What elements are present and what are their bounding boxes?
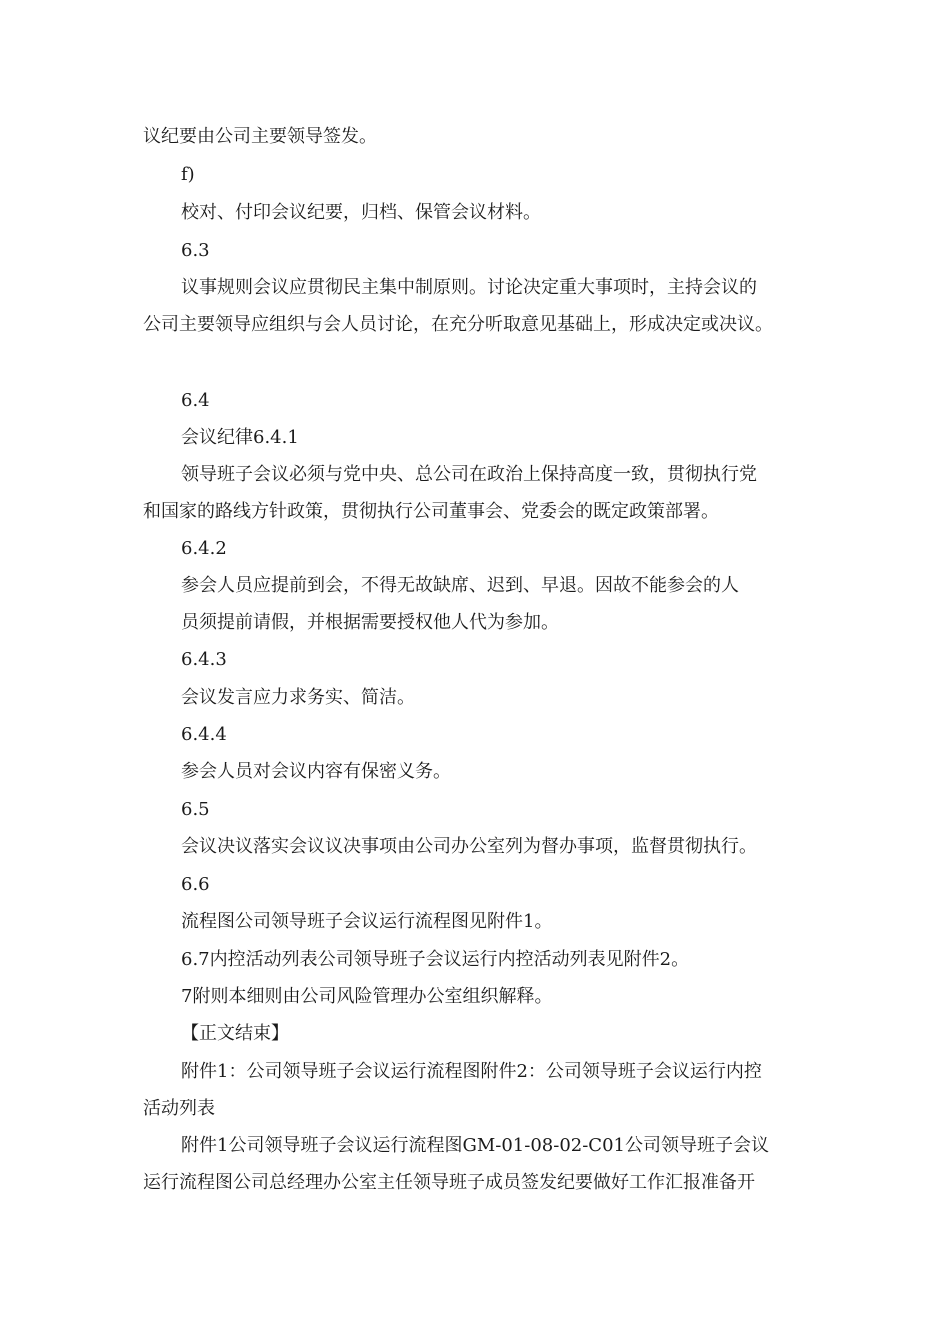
section-number: 6.4.2 xyxy=(181,538,227,559)
text-line: 公司主要领导应组织与会人员讨论，在充分听取意见基础上，形成决定或决议。 xyxy=(143,314,773,335)
section-number: 6.5 xyxy=(181,799,210,820)
list-marker-f: f) xyxy=(181,164,195,185)
text-line: 会议决议落实会议议决事项由公司办公室列为督办事项，监督贯彻执行。 xyxy=(181,836,757,857)
text-line: 参会人员对会议内容有保密义务。 xyxy=(181,761,451,782)
section-number: 6.3 xyxy=(181,240,210,261)
end-of-text-marker: 【正文结束】 xyxy=(181,1023,289,1044)
section-number: 6.4 xyxy=(181,390,210,411)
text-line: 议纪要由公司主要领导签发。 xyxy=(143,126,377,147)
section-number: 6.4.3 xyxy=(181,649,227,670)
text-line: 校对、付印会议纪要，归档、保管会议材料。 xyxy=(181,202,541,223)
text-line: 附件1公司领导班子会议运行流程图GM-01-08-02-C01公司领导班子会议 xyxy=(181,1135,769,1156)
text-line: 附件1：公司领导班子会议运行流程图附件2：公司领导班子会议运行内控 xyxy=(181,1061,762,1082)
section-number: 6.6 xyxy=(181,874,210,895)
text-line: 领导班子会议必须与党中央、总公司在政治上保持高度一致，贯彻执行党 xyxy=(181,464,757,485)
text-line: 员须提前请假，并根据需要授权他人代为参加。 xyxy=(181,612,559,633)
text-line: 会议发言应力求务实、简洁。 xyxy=(181,687,415,708)
text-line: 6.7内控活动列表公司领导班子会议运行内控活动列表见附件2。 xyxy=(181,949,690,970)
text-line: 运行流程图公司总经理办公室主任领导班子成员签发纪要做好工作汇报准备开 xyxy=(143,1172,755,1193)
section-heading: 会议纪律6.4.1 xyxy=(181,427,299,448)
text-line: 参会人员应提前到会，不得无故缺席、迟到、早退。因故不能参会的人 xyxy=(181,575,739,596)
text-line: 流程图公司领导班子会议运行流程图见附件1。 xyxy=(181,911,553,932)
text-line: 7附则本细则由公司风险管理办公室组织解释。 xyxy=(181,986,553,1007)
section-number: 6.4.4 xyxy=(181,724,227,745)
text-line: 活动列表 xyxy=(143,1098,215,1119)
text-line: 议事规则会议应贯彻民主集中制原则。讨论决定重大事项时，主持会议的 xyxy=(181,277,757,298)
text-line: 和国家的路线方针政策，贯彻执行公司董事会、党委会的既定政策部署。 xyxy=(143,501,719,522)
